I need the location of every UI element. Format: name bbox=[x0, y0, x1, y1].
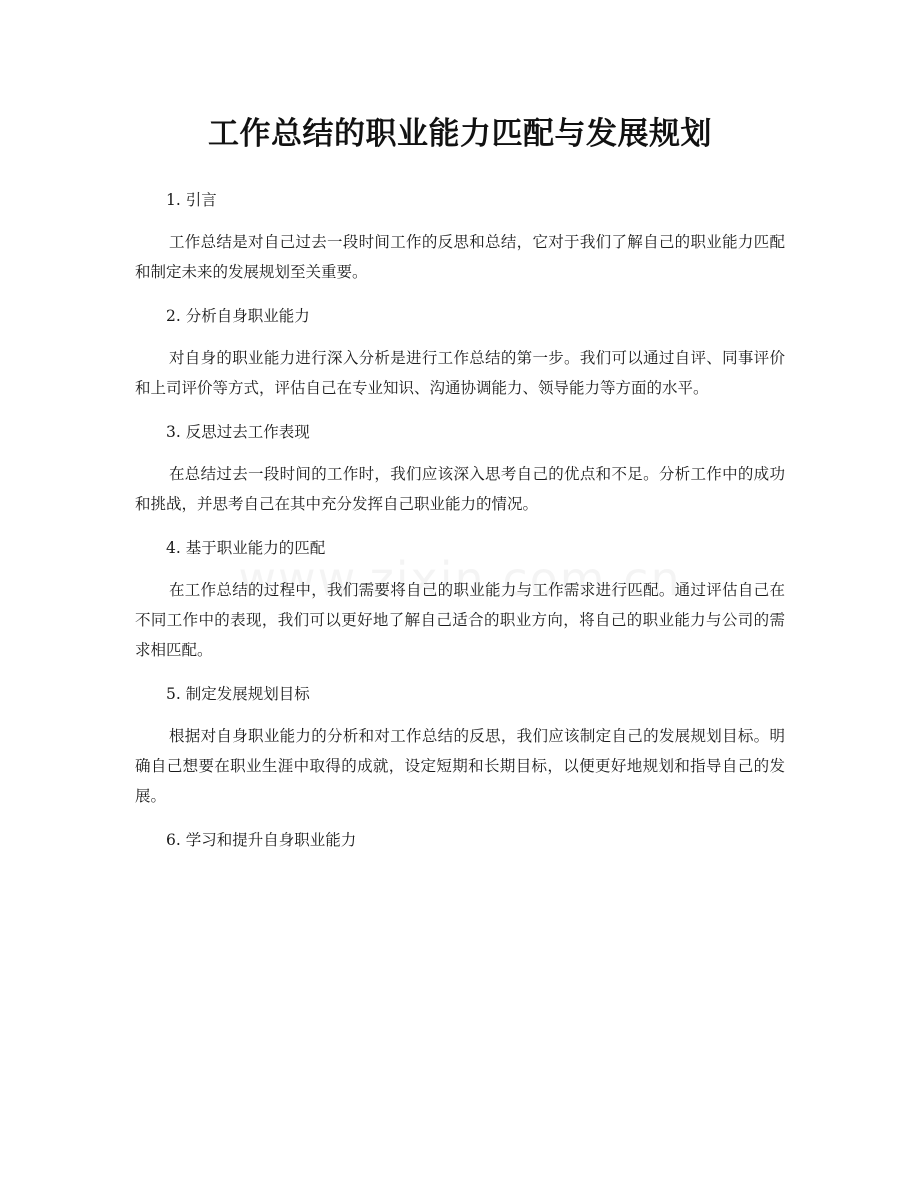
document-title: 工作总结的职业能力匹配与发展规划 bbox=[208, 116, 712, 152]
section-heading-3: 3. 反思过去工作表现 bbox=[166, 423, 310, 441]
section-paragraph-1: 工作总结是对自己过去一段时间工作的反思和总结，它对于我们了解自己的职业能力匹配和制定未来的发展规划至关重要。 bbox=[135, 233, 785, 281]
section-paragraph-2: 对自身的职业能力进行深入分析是进行工作总结的第一步。我们可以通过自评、同事评价和上司评价等方式，评估自己在专业知识、沟通协调能力、领导能力等方面的水平。 bbox=[135, 349, 785, 397]
section-heading-4: 4. 基于职业能力的匹配 bbox=[166, 539, 326, 557]
section-heading-1: 1. 引言 bbox=[166, 191, 217, 209]
section-heading-2: 2. 分析自身职业能力 bbox=[166, 307, 310, 325]
section-paragraph-3: 在总结过去一段时间的工作时，我们应该深入思考自己的优点和不足。分析工作中的成功和挑战，并思考自己在其中充分发挥自己职业能力的情况。 bbox=[135, 465, 785, 513]
document-body bbox=[135, 183, 785, 857]
section-paragraph-4: 在工作总结的过程中，我们需要将自己的职业能力与工作需求进行匹配。通过评估自己在不同工作中的表现，我们可以更好地了解自己适合的职业方向，将自己的职业能力与公司的需求相匹配。 bbox=[135, 581, 785, 659]
section-heading-6: 6. 学习和提升自身职业能力 bbox=[166, 831, 357, 849]
section-paragraph-5: 根据对自身职业能力的分析和对工作总结的反思，我们应该制定自己的发展规划目标。明确自己想要在职业生涯中取得的成就，设定短期和长期目标，以便更好地规划和指导自己的发展。 bbox=[135, 727, 785, 805]
section-heading-5: 5. 制定发展规划目标 bbox=[166, 685, 310, 703]
